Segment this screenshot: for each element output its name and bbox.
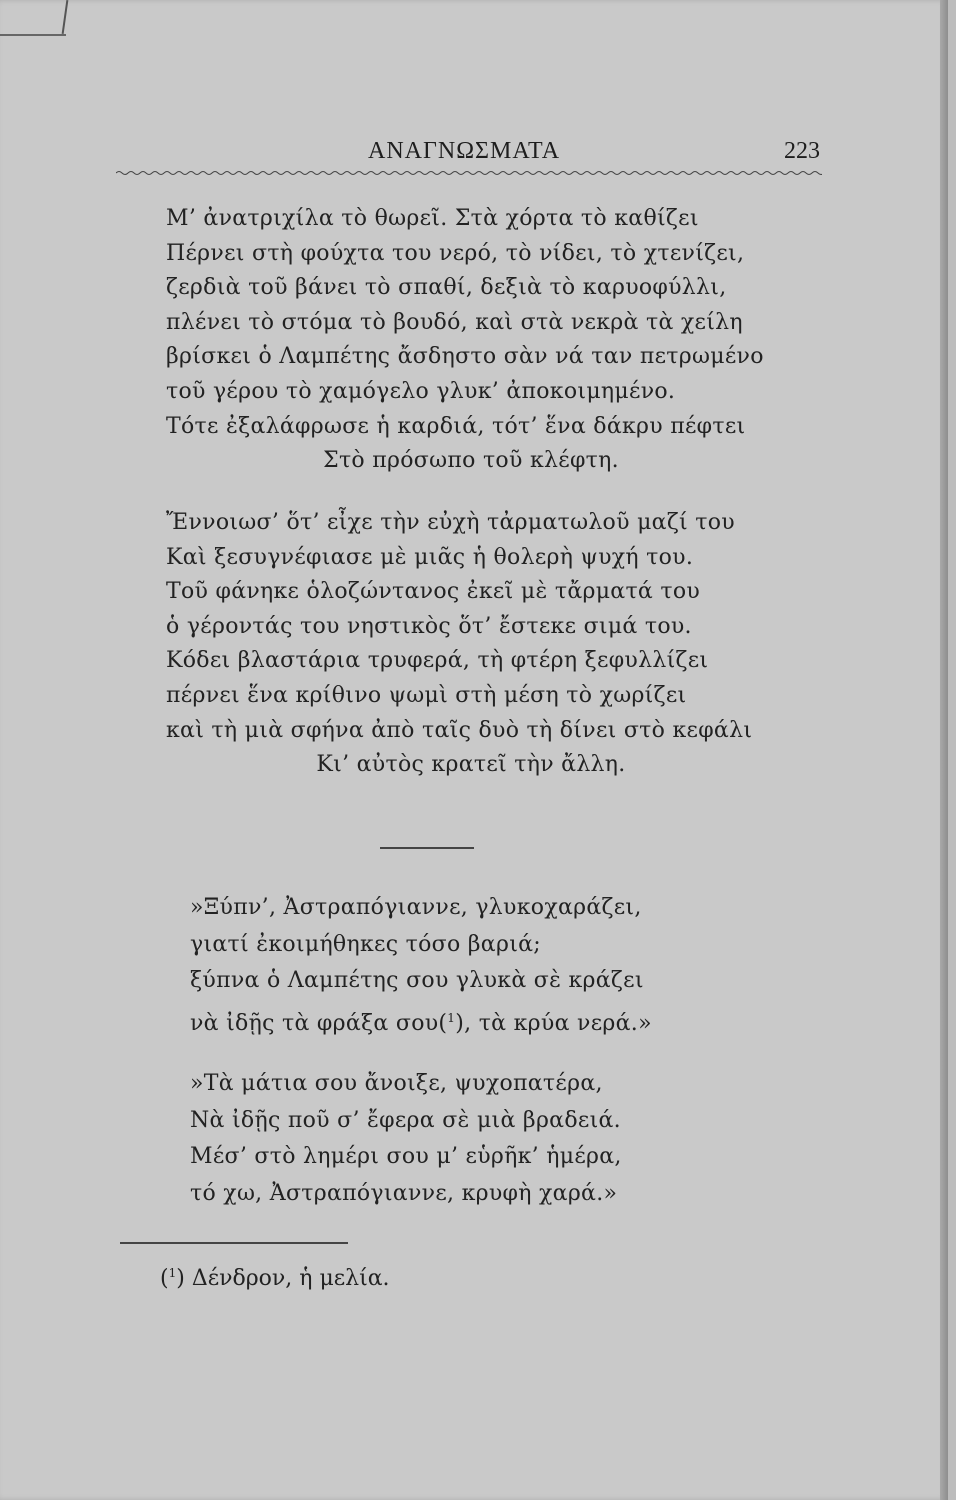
footnote-text: Δένδρον, ἡ μελία. [184,1266,390,1291]
footnote-ref: 1 [447,1010,456,1025]
song-line: γιατί ἐκοιμήθηκες τόσο βαριά; [190,931,541,957]
song-line-text: νὰ ἰδῇς τὰ φράξα σου( [190,1010,448,1036]
verse-line: ζερδιὰ τοῦ βάνει τὸ σπαθί, δεξιὰ τὸ καρυοφύλλι, [166,275,727,301]
song-stanza-1 [190,890,790,1042]
song-line: Μέσ’ στὸ λημέρι σου μ’ εὑρῆκ’ ἡμέρα, [190,1144,622,1169]
song-stanza-2 [190,1066,790,1212]
verse-line: Μ’ ἀνατριχίλα τὸ θωρεῖ. Στὰ χόρτα τὸ καθίζει [166,206,699,231]
footnote-rule [120,1242,348,1244]
verse-line: Τοῦ φάνηκε ὁλοζώντανος ἐκεῖ μὲ τἄρματά του [166,579,701,605]
verse-line: βρίσκει ὁ Λαμπέτης ἄσδηστο σὰν νά ταν πετρωμένο [166,344,764,370]
song-line: Νὰ ἰδῇς ποῦ σ’ ἔφερα σὲ μιὰ βραδειά. [190,1107,621,1133]
footnote-marker-open: ( [160,1266,169,1291]
page-number: 223 [784,138,820,164]
footnote-marker: 1 [168,1266,177,1280]
verse-line: Πέρνει στὴ φούχτα του νερό, τὸ νίδει, τὸ χτενίζει, [166,240,745,266]
verse-refrain: Κι’ αὐτὸς κρατεῖ τὴν ἄλλη. [316,752,626,778]
section-divider [380,847,474,849]
verse-line: πλένει τὸ στόμα τὸ βουδό, καὶ στὰ νεκρὰ τὰ χείλη [166,309,743,335]
footnote-marker-close: ) [176,1266,185,1291]
song-line: τό χω, Ἀστραπόγιαννε, κρυφὴ χαρά.» [190,1180,618,1206]
footnote [160,1266,390,1291]
running-title: ΑΝΑΓΝΩΣΜΑΤΑ [368,138,561,164]
pencil-mark [62,0,69,34]
song-line [190,1000,790,1043]
verse-line: Κόδει βλαστάρια τρυφερά, τὴ φτέρη ξεφυλλίζει [166,648,709,674]
running-header [172,138,820,172]
verse-line: τοῦ γέρου τὸ χαμόγελο γλυκ’ ἀποκοιμημένο. [166,378,676,404]
song-line-text: ), τὰ κρύα νερά.» [455,1010,652,1036]
song-line: »Τὰ μάτια σου ἄνοιξε, ψυχοπατέρα, [190,1071,603,1096]
verse-line: ὁ γέροντάς του νηστικὸς ὅτ’ ἔστεκε σιμά του. [166,613,692,639]
stanza-1 [166,202,776,479]
verse-line: καὶ τὴ μιὰ σφήνα ἀπὸ ταῖς δυὸ τὴ δίνει στὸ κεφάλι [166,717,753,743]
verse-line: Καὶ ξεσυγνέφιασε μὲ μιᾶς ἡ θολερὴ ψυχή του. [166,544,694,570]
verse-line: πέρνει ἕνα κρίθινο ψωμὶ στὴ μέση τὸ χωρίζει [166,682,687,708]
page-edge-shadow [940,0,948,1500]
song-line: »Ξύπν’, Ἀστραπόγιαννε, γλυκοχαράζει, [190,895,642,920]
pencil-line [0,34,66,36]
verse-line: Τότε ἐξαλάφρωσε ἡ καρδιά, τότ’ ἕνα δάκρυ πέφτει [166,413,746,439]
header-wavy-rule [116,170,822,176]
verse-refrain: Στὸ πρόσωπο τοῦ κλέφτη. [323,448,619,474]
song-line: ξύπνα ὁ Λαμπέτης σου γλυκὰ σὲ κράζει [190,968,644,993]
stanza-2 [166,506,776,783]
verse-line: Ἔννοιωσ’ ὅτ’ εἶχε τὴν εὐχὴ τἀρματωλοῦ μαζί του [166,510,735,535]
